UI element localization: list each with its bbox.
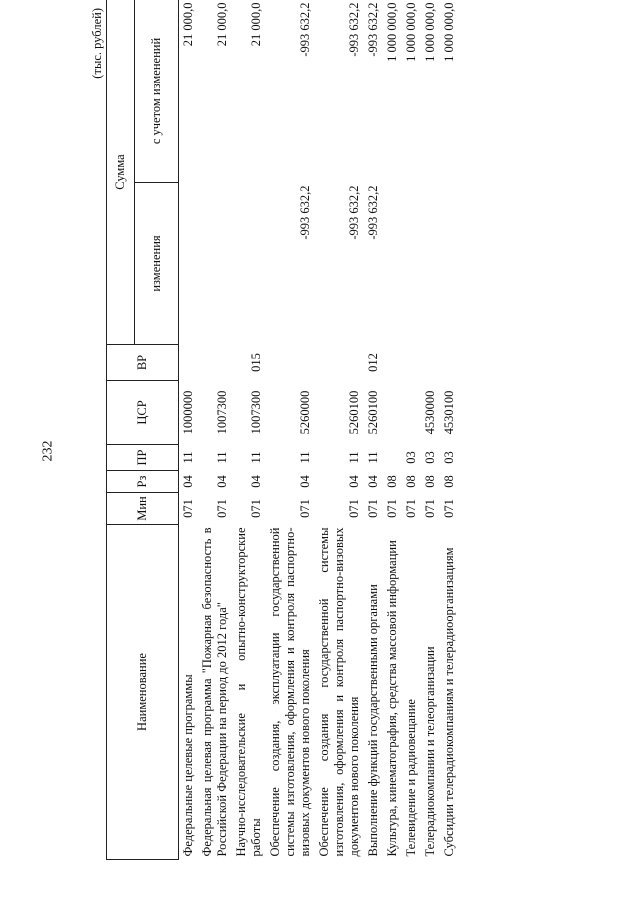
row-change: -993 632,2 bbox=[298, 185, 312, 240]
row-name: Обеспечение создания государственной системы изготовления, оформления и контроля паспортно-визовых документов нового поколения bbox=[317, 527, 361, 857]
table-row bbox=[440, 0, 459, 860]
row-csr bbox=[383, 381, 402, 445]
table-row bbox=[266, 0, 315, 860]
row-name: Телерадиокомпании и телеорганизации bbox=[423, 646, 437, 857]
row-vr: 012 bbox=[366, 353, 380, 372]
row-rz: 04 bbox=[366, 475, 380, 488]
row-csr: 1007300 bbox=[215, 390, 229, 435]
row-change bbox=[383, 183, 402, 345]
row-csr: 1000000 bbox=[181, 390, 195, 435]
row-with-change: 21 000,0 bbox=[215, 2, 229, 47]
row-vr: 015 bbox=[249, 353, 263, 372]
row-change bbox=[440, 183, 459, 345]
row-min: 071 bbox=[385, 499, 399, 518]
table-body bbox=[179, 0, 460, 860]
row-rz: 08 bbox=[404, 475, 418, 488]
row-rz: 04 bbox=[215, 475, 229, 488]
row-min: 071 bbox=[347, 499, 361, 518]
row-csr: 4530000 bbox=[423, 390, 437, 435]
row-pr bbox=[383, 445, 402, 471]
header-csr: ЦСР bbox=[107, 381, 179, 445]
row-min: 071 bbox=[442, 499, 456, 518]
row-with-change: -993 632,2 bbox=[347, 2, 361, 57]
row-csr: 5260100 bbox=[347, 390, 361, 435]
row-with-change: 1 000 000,0 bbox=[385, 2, 399, 62]
table-row bbox=[364, 0, 383, 860]
header-sum: Сумма bbox=[107, 0, 135, 345]
row-name: Федеральные целевые программы bbox=[181, 674, 195, 857]
row-name: Федеральная целевая программа "Пожарная безопасность в Российской Федерации на период до 2012 года" bbox=[200, 527, 229, 857]
row-csr bbox=[402, 381, 421, 445]
budget-table bbox=[106, 0, 459, 860]
row-csr: 4530100 bbox=[442, 390, 456, 435]
row-with-change: -993 632,2 bbox=[298, 2, 312, 57]
table-header bbox=[107, 0, 179, 860]
row-rz: 08 bbox=[385, 475, 399, 488]
row-min: 071 bbox=[423, 499, 437, 518]
row-pr: 11 bbox=[215, 451, 229, 464]
row-rz: 04 bbox=[181, 475, 195, 488]
row-change bbox=[232, 183, 266, 345]
row-name: Культура, кинематография, средства массовой информации bbox=[385, 540, 399, 857]
row-name: Выполнение функций государственными органами bbox=[366, 584, 380, 857]
row-pr: 11 bbox=[366, 451, 380, 464]
row-vr bbox=[421, 345, 440, 381]
row-name: Телевидение и радиовещание bbox=[404, 699, 418, 857]
row-csr: 5260000 bbox=[298, 390, 312, 435]
header-pr: ПР bbox=[107, 445, 179, 471]
row-pr: 03 bbox=[442, 451, 456, 464]
units-note: (тыс. рублей) bbox=[90, 8, 104, 79]
row-rz: 08 bbox=[442, 475, 456, 488]
row-with-change: 21 000,0 bbox=[181, 2, 195, 47]
row-pr: 11 bbox=[347, 451, 361, 464]
row-csr: 5260100 bbox=[366, 390, 380, 435]
row-with-change: 21 000,0 bbox=[249, 2, 263, 47]
row-vr bbox=[402, 345, 421, 381]
row-min: 071 bbox=[366, 499, 380, 518]
row-min: 071 bbox=[181, 499, 195, 518]
row-pr: 11 bbox=[181, 451, 195, 464]
rotated-page-content bbox=[90, 0, 560, 860]
row-min: 071 bbox=[404, 499, 418, 518]
row-vr bbox=[179, 345, 199, 381]
row-pr: 11 bbox=[249, 451, 263, 464]
row-change: -993 632,2 bbox=[347, 185, 361, 240]
row-change bbox=[198, 183, 232, 345]
header-vr: ВР bbox=[107, 345, 179, 381]
row-change bbox=[402, 183, 421, 345]
table-row bbox=[232, 0, 266, 860]
header-change: изменения bbox=[135, 183, 179, 345]
row-rz: 04 bbox=[249, 475, 263, 488]
row-pr: 11 bbox=[298, 451, 312, 464]
table-row bbox=[421, 0, 440, 860]
header-name: Наименование bbox=[107, 525, 179, 860]
row-csr: 1007300 bbox=[249, 390, 263, 435]
table-row bbox=[179, 0, 199, 860]
row-min: 071 bbox=[298, 499, 312, 518]
row-with-change: -993 632,2 bbox=[366, 2, 380, 57]
row-vr bbox=[198, 345, 232, 381]
table-row bbox=[402, 0, 421, 860]
row-rz: 08 bbox=[423, 475, 437, 488]
table-row bbox=[383, 0, 402, 860]
row-rz: 04 bbox=[347, 475, 361, 488]
row-rz: 04 bbox=[298, 475, 312, 488]
header-rz: Рз bbox=[107, 471, 179, 493]
row-change: -993 632,2 bbox=[366, 185, 380, 240]
row-vr bbox=[383, 345, 402, 381]
row-vr bbox=[440, 345, 459, 381]
header-min: Мин bbox=[107, 493, 179, 525]
row-with-change: 1 000 000,0 bbox=[442, 2, 456, 62]
row-name: Научно-исследовательские и опытно-конструкторские работы bbox=[234, 527, 263, 857]
row-change bbox=[421, 183, 440, 345]
row-vr bbox=[315, 345, 364, 381]
row-min: 071 bbox=[215, 499, 229, 518]
row-pr: 03 bbox=[404, 451, 418, 464]
row-with-change: 1 000 000,0 bbox=[423, 2, 437, 62]
table-row bbox=[315, 0, 364, 860]
table-row bbox=[198, 0, 232, 860]
row-change bbox=[179, 183, 199, 345]
row-vr bbox=[266, 345, 315, 381]
row-with-change: 1 000 000,0 bbox=[404, 2, 418, 62]
row-pr: 03 bbox=[423, 451, 437, 464]
page-number: 232 bbox=[40, 440, 56, 462]
row-name: Обеспечение создания, эксплуатации государственной системы изготовления, оформления и контроля паспортно-визовых документов нового поколения bbox=[268, 527, 312, 857]
header-with-change: с учетом изменений bbox=[135, 0, 179, 183]
row-name: Субсидии телерадиокомпаниям и телерадиоорганизациям bbox=[442, 547, 456, 857]
row-min: 071 bbox=[249, 499, 263, 518]
